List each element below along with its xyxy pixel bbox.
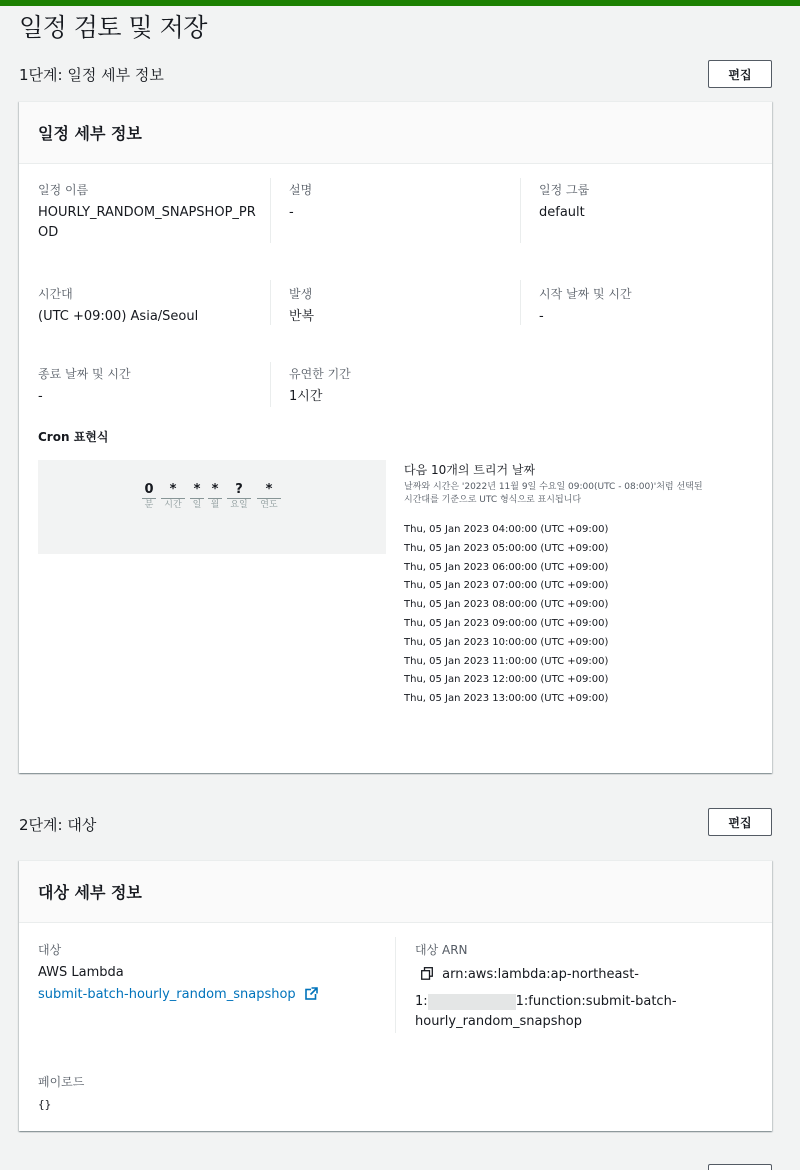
description-value: - bbox=[289, 205, 294, 220]
trigger-dates-description-line2: 시간대를 기준으로 UTC 형식으로 표시됩니다 bbox=[404, 495, 582, 505]
timezone-value: (UTC +09:00) Asia/Seoul bbox=[38, 309, 199, 324]
timezone-label: 시간대 bbox=[38, 287, 73, 301]
flexible-window-label: 유연한 기간 bbox=[289, 367, 351, 381]
step3-edit-button[interactable] bbox=[708, 1164, 772, 1170]
target-details-card bbox=[19, 860, 772, 1131]
end-datetime-field bbox=[38, 365, 263, 407]
step1-heading: 1단계: 일정 세부 정보 bbox=[19, 66, 164, 84]
cron-year-symbol: * bbox=[265, 482, 273, 497]
cron-month-name: 월 bbox=[208, 498, 222, 511]
schedule-group-field bbox=[539, 181, 764, 223]
timezone-field bbox=[38, 285, 263, 327]
cron-year-name: 연도 bbox=[257, 498, 281, 511]
target-arn-line1: arn:aws:lambda:ap-northeast- bbox=[442, 967, 639, 982]
cron-hour-name: 시간 bbox=[161, 498, 185, 511]
top-accent-bar bbox=[0, 0, 800, 6]
trigger-date-item: Thu, 05 Jan 2023 10:00:00 (UTC +09:00) bbox=[404, 636, 609, 648]
start-datetime-field bbox=[539, 285, 764, 327]
external-link-icon[interactable] bbox=[305, 985, 318, 1005]
occurrence-label: 발생 bbox=[289, 287, 313, 301]
start-datetime-label: 시작 날짜 및 시간 bbox=[539, 287, 632, 301]
occurrence-field bbox=[289, 285, 514, 327]
target-details-card-title: 대상 세부 정보 bbox=[19, 861, 772, 923]
description-label: 설명 bbox=[289, 183, 313, 197]
redacted-account-id bbox=[428, 994, 516, 1010]
trigger-dates-description-line1: 날짜와 시간은 '2022년 11월 9일 수요일 09:00(UTC - 08:00)'처럼 선택된 bbox=[404, 482, 703, 492]
cron-field-weekday bbox=[227, 482, 251, 511]
copy-icon[interactable] bbox=[421, 967, 433, 987]
target-value: AWS Lambda bbox=[38, 965, 124, 980]
description-field bbox=[289, 181, 514, 223]
target-link-row bbox=[38, 983, 388, 1005]
cron-month-symbol: * bbox=[211, 482, 219, 497]
trigger-date-item: Thu, 05 Jan 2023 06:00:00 (UTC +09:00) bbox=[404, 561, 609, 573]
occurrence-value: 반복 bbox=[289, 309, 315, 324]
schedule-name-label: 일정 이름 bbox=[38, 183, 89, 197]
cron-title: Cron 표현식 bbox=[38, 430, 109, 444]
target-arn-label: 대상 ARN bbox=[415, 943, 468, 957]
step1-edit-button[interactable]: 편집 bbox=[708, 60, 772, 88]
schedule-group-label: 일정 그룹 bbox=[539, 183, 590, 197]
trigger-date-item: Thu, 05 Jan 2023 08:00:00 (UTC +09:00) bbox=[404, 599, 609, 611]
step2-edit-button[interactable]: 편집 bbox=[708, 808, 772, 836]
flexible-window-value: 1시간 bbox=[289, 389, 323, 404]
cron-minute-name: 분 bbox=[142, 498, 156, 511]
schedule-details-card-title: 일정 세부 정보 bbox=[19, 102, 772, 164]
target-arn-line2-row bbox=[415, 992, 765, 1012]
flexible-window-field bbox=[289, 365, 514, 407]
cron-field-minute bbox=[142, 482, 156, 511]
cron-field-year bbox=[257, 482, 281, 511]
target-arn-line1-row bbox=[415, 965, 765, 987]
end-datetime-value: - bbox=[38, 389, 43, 404]
cron-weekday-name: 요일 bbox=[227, 498, 251, 511]
cron-day-name: 일 bbox=[190, 498, 204, 511]
cron-day-symbol: * bbox=[193, 482, 201, 497]
cron-field-hour bbox=[161, 482, 185, 511]
schedule-group-value: default bbox=[539, 205, 585, 220]
payload-label: 페이로드 bbox=[38, 1075, 85, 1089]
trigger-date-item: Thu, 05 Jan 2023 07:00:00 (UTC +09:00) bbox=[404, 580, 609, 592]
column-divider bbox=[520, 178, 521, 243]
cron-minute-symbol: 0 bbox=[144, 482, 154, 497]
target-arn-field bbox=[415, 941, 765, 1032]
trigger-dates-list bbox=[404, 521, 764, 709]
cron-expression-box bbox=[38, 460, 386, 554]
target-label: 대상 bbox=[38, 943, 62, 957]
column-divider bbox=[270, 178, 271, 243]
target-arn-line3: hourly_random_snapshop bbox=[415, 1014, 582, 1029]
column-divider bbox=[270, 280, 271, 325]
schedule-name-field bbox=[38, 181, 263, 243]
column-divider bbox=[520, 280, 521, 325]
page-title: 일정 검토 및 저장 bbox=[19, 13, 207, 42]
cron-field-day bbox=[190, 482, 204, 511]
end-datetime-label: 종료 날짜 및 시간 bbox=[38, 367, 131, 381]
target-function-link[interactable]: submit-batch-hourly_random_snapshop bbox=[38, 987, 296, 1002]
cron-hour-symbol: * bbox=[169, 482, 177, 497]
trigger-date-item: Thu, 05 Jan 2023 09:00:00 (UTC +09:00) bbox=[404, 617, 609, 629]
target-arn-line2-suffix: 1:function:submit-batch- bbox=[515, 994, 677, 1009]
trigger-date-item: Thu, 05 Jan 2023 13:00:00 (UTC +09:00) bbox=[404, 693, 609, 705]
schedule-name-value-line1: HOURLY_RANDOM_SNAPSHOP_PR bbox=[38, 205, 256, 220]
trigger-dates-section bbox=[404, 461, 764, 709]
schedule-details-card bbox=[19, 101, 772, 773]
target-arn-line2-prefix: 1: bbox=[415, 994, 428, 1009]
payload-value: {} bbox=[38, 1098, 52, 1111]
trigger-date-item: Thu, 05 Jan 2023 12:00:00 (UTC +09:00) bbox=[404, 674, 609, 686]
trigger-date-item: Thu, 05 Jan 2023 04:00:00 (UTC +09:00) bbox=[404, 524, 609, 535]
column-divider bbox=[270, 362, 271, 407]
trigger-date-item: Thu, 05 Jan 2023 05:00:00 (UTC +09:00) bbox=[404, 542, 609, 554]
target-field bbox=[38, 941, 388, 1005]
cron-field-month bbox=[208, 482, 222, 511]
trigger-dates-title: 다음 10개의 트리거 날짜 bbox=[404, 463, 536, 477]
step2-heading: 2단계: 대상 bbox=[19, 816, 97, 834]
schedule-name-value-line2: OD bbox=[38, 225, 59, 240]
start-datetime-value: - bbox=[539, 309, 544, 324]
payload-field bbox=[38, 1073, 388, 1115]
trigger-date-item: Thu, 05 Jan 2023 11:00:00 (UTC +09:00) bbox=[404, 655, 609, 667]
cron-weekday-symbol: ? bbox=[235, 482, 243, 497]
column-divider bbox=[395, 937, 396, 1033]
